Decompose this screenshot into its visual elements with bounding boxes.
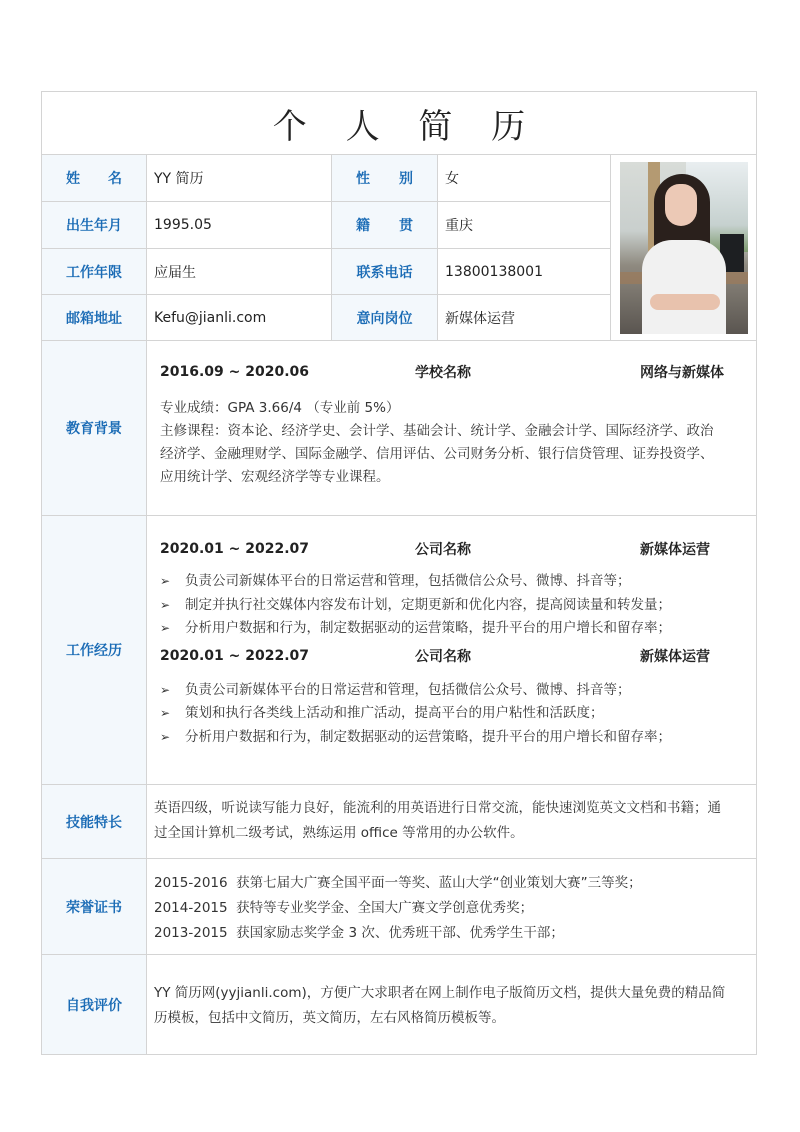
duty-text: 制定并执行社交媒体内容发布计划，定期更新和优化内容，提高阅读量和转发量； [185, 596, 671, 613]
skills-line: 过全国计算机二级考试，熟练运用 office 等常用的办公软件。 [154, 825, 524, 841]
section-work [147, 516, 756, 785]
list-item [147, 726, 756, 750]
label-gender [332, 155, 438, 202]
resume-sheet [41, 91, 757, 1055]
value-birth: 1995.05 [147, 202, 332, 249]
self-eval-line: 历模板，包括中文简历，英文简历，左右风格简历模板等。 [154, 1010, 505, 1026]
duty-text: 策划和执行各类线上活动和推广活动，提高平台的用户粘性和活跃度； [185, 705, 604, 721]
list-item [147, 679, 756, 703]
value-target-position: 新媒体运营 [438, 295, 611, 341]
education-line: 应用统计学、宏观经济学等专业课程。 [160, 469, 390, 485]
label-char: 名 [108, 171, 122, 187]
job-role: 新媒体运营 [640, 542, 710, 558]
honor-line: 2013-2015 获国家励志奖学金 3 次、优秀班干部、优秀学生干部； [154, 925, 564, 941]
duty-text: 负责公司新媒体平台的日常运营和管理，包括微信公众号、微博、抖音等； [185, 573, 631, 589]
label-birth: 出生年月 [42, 202, 147, 249]
value-name: YY 简历 [147, 155, 332, 202]
education-header [147, 361, 756, 383]
section-label-skills: 技能特长 [42, 785, 147, 859]
profile-photo [620, 162, 748, 334]
section-label-work: 工作经历 [42, 516, 147, 785]
label-email: 邮箱地址 [42, 295, 147, 341]
arrow-bullet-icon: ➢ [160, 597, 171, 612]
page-title: 个 人 简 历 [42, 92, 756, 155]
list-item [147, 617, 756, 641]
arrow-bullet-icon: ➢ [160, 706, 171, 720]
label-char: 性 [356, 171, 370, 187]
value-work-years: 应届生 [147, 249, 332, 295]
arrow-bullet-icon: ➢ [160, 682, 171, 697]
job-role: 新媒体运营 [640, 648, 710, 665]
arrow-bullet-icon: ➢ [160, 729, 171, 744]
section-honors [147, 859, 756, 955]
section-education [147, 341, 756, 516]
section-skills [147, 785, 756, 859]
honor-line: 2014-2015 获特等专业奖学金、全国大广赛文学创意优秀奖； [154, 900, 534, 916]
education-line: 专业成绩：GPA 3.66/4 （专业前 5%） [160, 400, 400, 416]
work-duties-list [147, 570, 756, 641]
label-char: 姓 [66, 171, 80, 187]
work-date: 2020.01 ~ 2022.07 [160, 647, 310, 664]
work-entry-header [147, 538, 756, 560]
value-email: Kefu@jianli.com [147, 295, 332, 341]
value-gender: 女 [438, 155, 611, 202]
value-hometown: 重庆 [438, 202, 611, 249]
label-phone: 联系电话 [332, 249, 438, 295]
duty-text: 负责公司新媒体平台的日常运营和管理，包括微信公众号、微博、抖音等； [185, 681, 631, 698]
photo-cell [611, 155, 756, 341]
major: 网络与新媒体 [640, 365, 724, 381]
work-date: 2020.01 ~ 2022.07 [160, 541, 310, 557]
section-label-honors: 荣誉证书 [42, 859, 147, 955]
section-label-self-eval: 自我评价 [42, 955, 147, 1054]
education-line: 经济学、金融理财学、国际金融学、信用评估、公司财务分析、银行信贷管理、证券投资学、 [160, 446, 714, 462]
section-self-eval [147, 955, 756, 1054]
school-name: 学校名称 [415, 365, 471, 381]
label-char: 籍 [356, 218, 370, 234]
list-item [147, 570, 756, 594]
self-eval-line: YY 简历网(yyjianli.com)，方便广大求职者在网上制作电子版简历文档，提供大量免费的精品简 [154, 985, 726, 1001]
duty-text: 分析用户数据和行为，制定数据驱动的运营策略，提升平台的用户增长和留存率； [185, 620, 671, 636]
label-name [42, 155, 147, 202]
arrow-bullet-icon: ➢ [160, 574, 171, 588]
work-entry-header [147, 645, 756, 667]
skills-line: 英语四级，听说读写能力良好，能流利的用英语进行日常交流，能快速浏览英文文档和书籍；通 [154, 800, 721, 816]
honor-line: 2015-2016 获第七届大广赛全国平面一等奖、蓝山大学“创业策划大赛”三等奖； [154, 875, 642, 891]
label-char: 贯 [399, 218, 413, 234]
arrow-bullet-icon: ➢ [160, 621, 171, 635]
label-hometown [332, 202, 438, 249]
work-duties-list [147, 679, 756, 750]
duty-text: 分析用户数据和行为，制定数据驱动的运营策略，提升平台的用户增长和留存率； [185, 728, 671, 745]
list-item [147, 702, 756, 726]
label-work-years: 工作年限 [42, 249, 147, 295]
education-line: 主修课程：资本论、经济学史、会计学、基础会计、统计学、金融会计学、国际经济学、政治 [160, 423, 714, 439]
section-label-education: 教育背景 [42, 341, 147, 516]
label-target-position: 意向岗位 [332, 295, 438, 341]
education-date: 2016.09 ~ 2020.06 [160, 364, 310, 380]
list-item [147, 594, 756, 618]
label-char: 别 [399, 171, 413, 187]
company-name: 公司名称 [415, 542, 471, 558]
value-phone: 13800138001 [438, 249, 611, 295]
company-name: 公司名称 [415, 648, 471, 665]
